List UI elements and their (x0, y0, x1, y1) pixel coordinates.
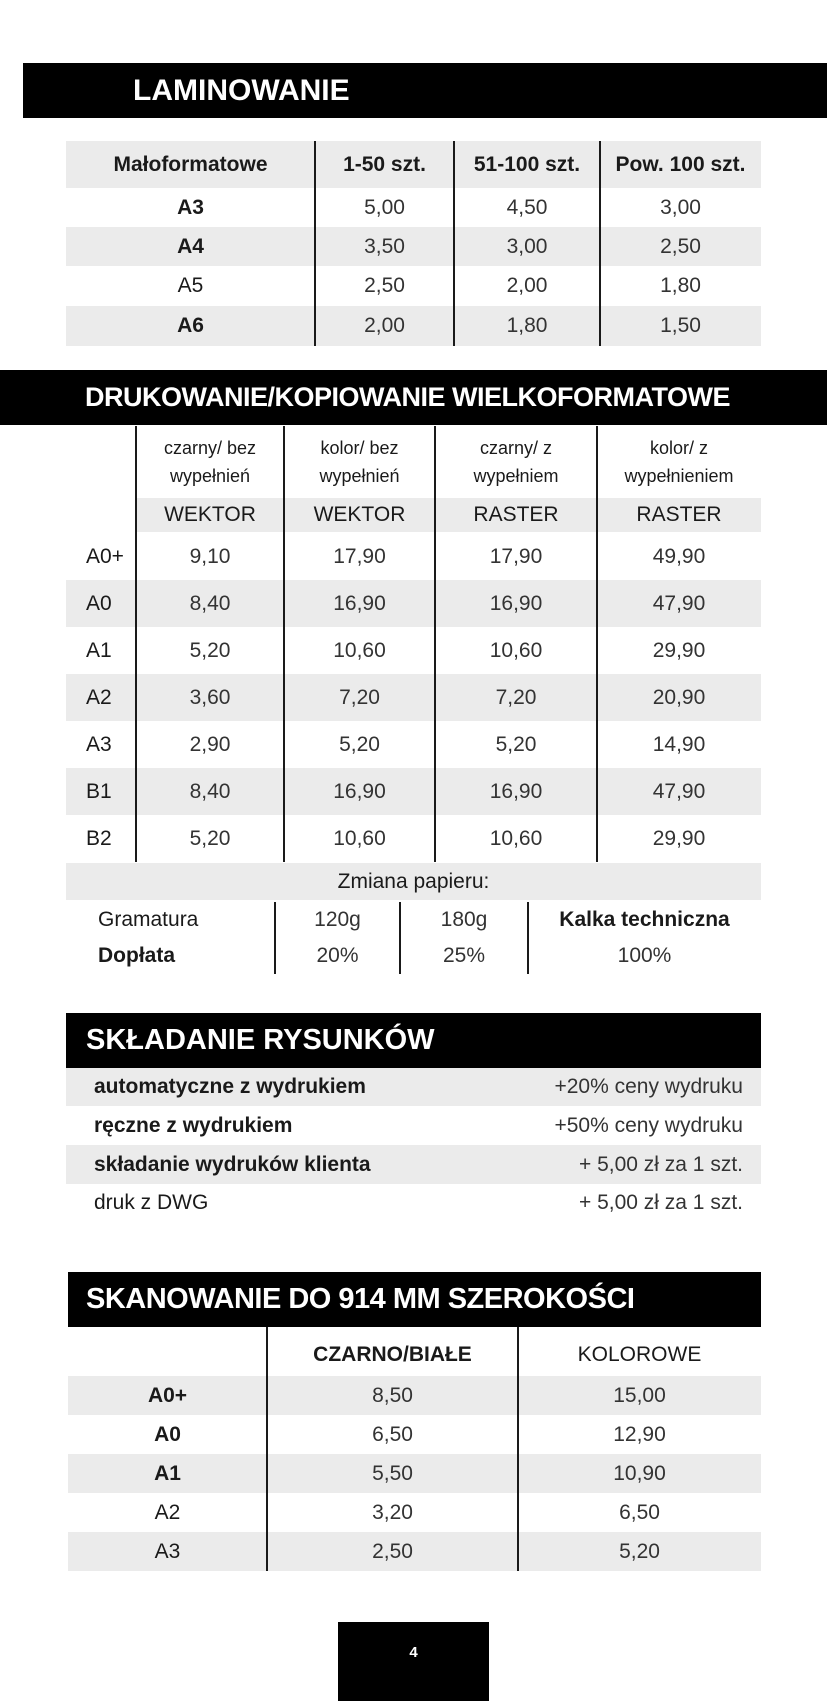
cell-value: 7,20 (495, 685, 537, 709)
kalka-label: Kalka techniczna (559, 908, 730, 931)
table-row (68, 1415, 761, 1454)
row-label: A6 (177, 314, 204, 337)
cell-value: 2,00 (506, 274, 548, 297)
cell-value: 10,60 (333, 826, 386, 850)
column-divider (596, 426, 598, 862)
page-number: 4 (409, 1644, 418, 1661)
skanowanie-header (68, 1272, 761, 1327)
table-row (68, 1532, 761, 1571)
skladanie-header (66, 1013, 761, 1068)
table-row (68, 1454, 761, 1493)
cell-value: 16,90 (333, 779, 386, 803)
table-row (66, 674, 761, 721)
column-divider (453, 141, 455, 346)
gramatura-120: 120g (314, 908, 361, 931)
gramatura-180: 180g (440, 908, 488, 931)
table-row (68, 1493, 761, 1532)
header-51-100: 51-100 szt. (473, 152, 581, 176)
cell-value: 29,90 (652, 826, 706, 850)
item-label: ręczne z wydrukiem (94, 1113, 293, 1137)
table-row (66, 533, 761, 580)
list-item (66, 1068, 761, 1106)
column-divider (599, 141, 601, 346)
skladanie-title: SKŁADANIE RYSUNKÓW (86, 1024, 435, 1056)
header-line: czarny/ z (479, 438, 553, 458)
cell-value: 5,20 (495, 732, 537, 756)
type-label: WEKTOR (284, 498, 435, 532)
gramatura-label: Gramatura (98, 908, 199, 931)
row-label: A2 (86, 685, 112, 709)
type-label: WEKTOR (136, 498, 284, 532)
cell-value: 3,60 (189, 685, 231, 709)
cell-value: 5,20 (189, 638, 231, 662)
item-value: +50% ceny wydruku (554, 1113, 743, 1137)
row-label: B2 (86, 826, 112, 850)
paper-change-title-row (66, 863, 761, 900)
row-label: A0 (154, 1422, 181, 1446)
row-label: A3 (154, 1539, 181, 1563)
row-label: A2 (154, 1500, 181, 1524)
cell-value: 3,00 (660, 195, 701, 219)
column-header (435, 426, 597, 498)
item-label: składanie wydruków klienta (94, 1152, 371, 1176)
doplata-kalka: 100% (617, 944, 672, 967)
column-divider (434, 426, 436, 862)
cell-value: 3,50 (364, 234, 405, 258)
column-header (136, 426, 284, 498)
cell-value: 2,00 (364, 314, 405, 337)
doplata-row (66, 938, 761, 974)
item-label: druk z DWG (94, 1191, 209, 1214)
cell-value: 49,90 (652, 544, 706, 568)
cell-value: 10,60 (333, 638, 386, 662)
list-item (66, 1145, 761, 1184)
cell-value: 12,90 (613, 1422, 666, 1446)
cell-value: 5,20 (339, 732, 380, 756)
cell-value: 14,90 (652, 732, 706, 756)
cell-value: 2,50 (364, 274, 405, 297)
wielkoformat-header (0, 370, 827, 425)
row-label: A3 (86, 732, 112, 756)
table-row (66, 627, 761, 674)
row-label: B1 (86, 779, 112, 803)
doplata-120: 20% (316, 944, 359, 967)
column-header (597, 426, 761, 498)
cell-value: 3,00 (506, 234, 548, 258)
skanowanie-title: SKANOWANIE DO 914 MM SZEROKOŚCI (86, 1283, 635, 1315)
header-line: czarny/ bez (163, 438, 257, 458)
header-line: kolor/ z (649, 438, 709, 458)
cell-value: 8,40 (189, 779, 231, 803)
cell-value: 29,90 (652, 638, 706, 662)
cell-value: 10,60 (489, 826, 543, 850)
column-divider (314, 141, 316, 346)
item-label: automatyczne z wydrukiem (94, 1075, 366, 1098)
column-header (284, 426, 435, 498)
row-label: A4 (177, 234, 204, 258)
cell-value: 16,90 (489, 779, 543, 803)
cell-value: 6,50 (372, 1422, 413, 1446)
header-kolorowe: KOLOROWE (577, 1343, 702, 1366)
cell-value: 1,80 (660, 274, 701, 297)
list-item (66, 1106, 761, 1145)
row-label: A3 (177, 195, 204, 219)
skanowanie-header-row (68, 1334, 761, 1376)
column-divider (399, 902, 401, 974)
header-line: wypełnień (169, 466, 251, 486)
cell-value: 15,00 (613, 1383, 666, 1407)
cell-value: 1,50 (660, 314, 701, 337)
table-row (66, 306, 761, 346)
gramatura-row (66, 902, 761, 938)
row-label: A0 (86, 591, 112, 615)
cell-value: 5,00 (364, 195, 405, 219)
cell-value: 1,80 (506, 314, 548, 337)
cell-value: 20,90 (652, 685, 706, 709)
cell-value: 7,20 (339, 685, 380, 709)
item-value: +20% ceny wydruku (554, 1075, 743, 1098)
empty-header (68, 1334, 267, 1376)
cell-value: 6,50 (619, 1500, 660, 1524)
cell-value: 4,50 (506, 195, 548, 219)
cell-value: 47,90 (652, 591, 706, 615)
header-maloformatowe: Małoformatowe (113, 152, 268, 176)
table-row (66, 227, 761, 266)
laminowanie-title: LAMINOWANIE (133, 73, 350, 107)
cell-value: 17,90 (333, 544, 386, 568)
doplata-label: Dopłata (98, 944, 176, 967)
cell-value: 5,20 (619, 1539, 660, 1563)
cell-value: 3,20 (372, 1500, 413, 1524)
page-number-box (338, 1622, 489, 1701)
header-line: wypełniem (473, 466, 559, 486)
header-line: kolor/ bez (320, 438, 399, 458)
laminowanie-header (23, 63, 827, 118)
header-line: wypełnieniem (624, 466, 734, 486)
row-label: A1 (154, 1461, 181, 1485)
header-line: wypełnień (319, 466, 400, 486)
column-divider (517, 1327, 519, 1571)
cell-value: 9,10 (189, 544, 231, 568)
cell-value: 2,50 (660, 234, 701, 258)
paper-change-title: Zmiana papieru: (337, 869, 490, 893)
list-item (66, 1184, 761, 1222)
cell-value: 5,50 (372, 1461, 413, 1485)
row-label: A0+ (147, 1383, 188, 1407)
type-row (136, 498, 761, 532)
table-row (66, 580, 761, 627)
column-divider (274, 902, 276, 974)
cell-value: 8,50 (372, 1383, 413, 1407)
cell-value: 16,90 (489, 591, 543, 615)
type-label: RASTER (597, 498, 761, 532)
cell-value: 2,50 (372, 1539, 413, 1563)
table-row (66, 188, 761, 227)
cell-value: 2,90 (189, 732, 231, 756)
column-divider (135, 426, 137, 862)
table-row (66, 815, 761, 862)
table-row (66, 266, 761, 306)
wielkoformat-title: DRUKOWANIE/KOPIOWANIE WIELKOFORMATOWE (85, 382, 730, 412)
row-label: A0+ (86, 544, 124, 568)
cell-value: 5,20 (189, 826, 231, 850)
item-value: + 5,00 zł za 1 szt. (578, 1191, 743, 1214)
header-1-50: 1-50 szt. (343, 152, 426, 176)
cell-value: 10,60 (489, 638, 543, 662)
column-header-row (136, 426, 761, 498)
cell-value: 17,90 (489, 544, 543, 568)
cell-value: 16,90 (333, 591, 386, 615)
row-label: A5 (177, 274, 204, 297)
table-row (68, 1376, 761, 1415)
type-label: RASTER (435, 498, 597, 532)
column-divider (266, 1327, 268, 1571)
doplata-180: 25% (442, 944, 486, 967)
column-divider (283, 426, 285, 862)
item-value: + 5,00 zł za 1 szt. (578, 1152, 743, 1176)
header-pow-100: Pow. 100 szt. (615, 152, 746, 176)
column-divider (527, 902, 529, 974)
header-czarno-biale: CZARNO/BIAŁE (313, 1343, 472, 1366)
cell-value: 47,90 (652, 779, 706, 803)
row-label: A1 (86, 638, 112, 662)
table-row (66, 768, 761, 815)
table-row (66, 721, 761, 768)
cell-value: 8,40 (189, 591, 231, 615)
laminowanie-header-row (66, 141, 761, 188)
cell-value: 10,90 (613, 1461, 666, 1485)
